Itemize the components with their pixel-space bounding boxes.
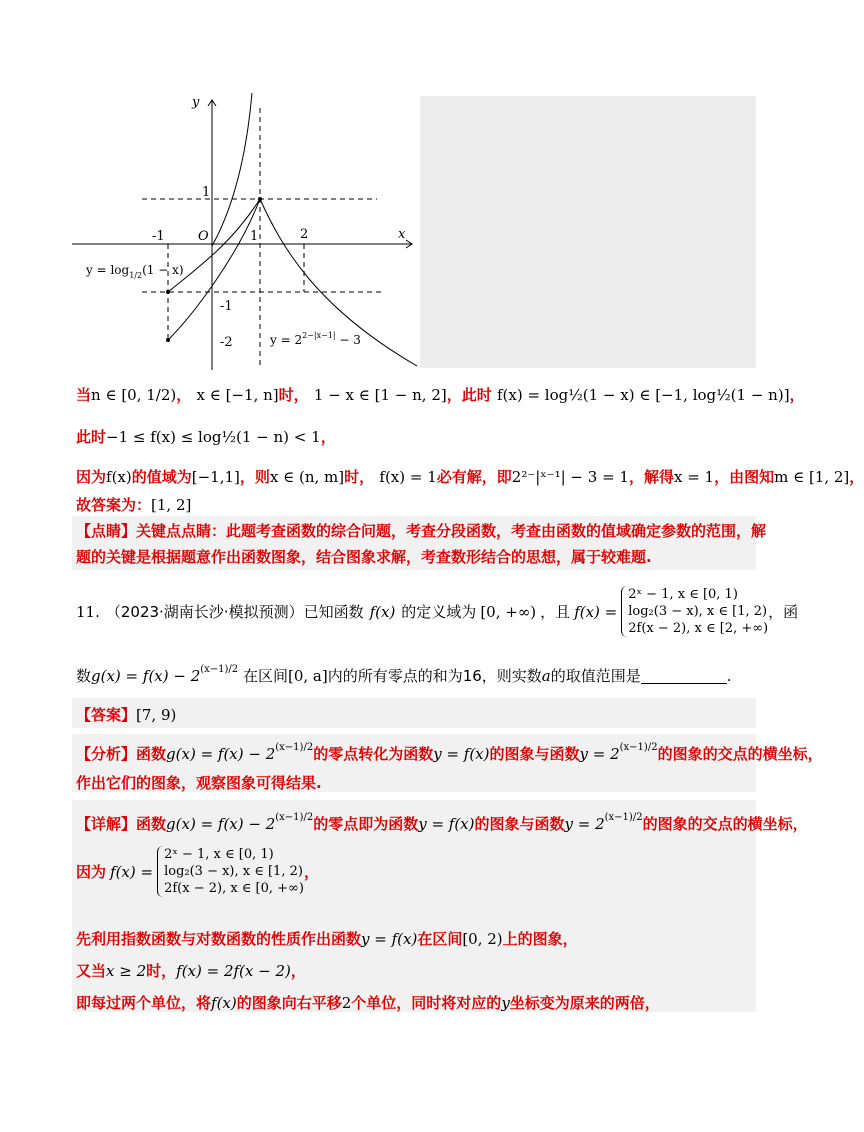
point-left-upper (166, 290, 170, 294)
answer-tag: 【答案】 (76, 706, 137, 724)
solution-line-3: 因为f(x)的值域为[−1,1]，则x ∈ (n, m]时， f(x) = 1必有解，即2²⁻|ˣ⁻¹| − 3 = 1，解得x = 1，由图知m ∈ [1, 2]， (76, 468, 864, 486)
tick-y-neg2: -2 (220, 335, 233, 350)
tick-x-1: 1 (250, 229, 259, 244)
exp-curve-left (168, 199, 260, 292)
analysis-tag: 【分析】 (76, 745, 137, 763)
answer-blank (641, 669, 727, 684)
exp-curve-label: $y = 2^{2-|x-1|} - 3$ (270, 331, 361, 347)
answer-line (76, 704, 176, 725)
origin-label: O (198, 229, 209, 244)
question-11-line-1: 11. （2023·湖南长沙·模拟预测）已知函数 f(x) 的定义域为 [0, +∞) ，且 f(x) = 2ˣ − 1, x ∈ [0, 1) log₂(3 − x), x ∈ [1, 2) 2f(x − 2), x ∈ [2, +∞) ，函 (76, 587, 799, 636)
tick-y-1: 1 (202, 185, 211, 200)
detail-piecewise-definition: 2ˣ − 1, x ∈ [0, 1) log₂(3 − x), x ∈ [1, 2) 2f(x − 2), x ∈ [0, +∞) (157, 846, 304, 897)
solution-line-2: 此时−1 ≤ f(x) ≤ log½(1 − n) < 1， (76, 428, 336, 446)
dianjing-line-2: 题的关键是根据题意作出函数图象，结合图象求解，考查数形结合的思想，属于较难题. (76, 548, 652, 566)
function-graph (72, 88, 422, 373)
piecewise-definition: 2ˣ − 1, x ∈ [0, 1) log₂(3 − x), x ∈ [1, 2) 2f(x − 2), x ∈ [2, +∞) (621, 586, 768, 637)
tick-y-neg1: -1 (220, 299, 233, 314)
dianjing-tag: 【点睛】 (76, 522, 137, 540)
solution-line-1: 当n ∈ [0, 1/2)， x ∈ [−1, n]时， 1 − x ∈ [1 − n, 2]，此时 f(x) = log½(1 − x) ∈ [−1, log½(1 − n)]， (76, 386, 805, 404)
question-11-line-2: 数$g(x) = f(x) - 2^{(x-1)/2}$ 在区间[0, a]内的所有零点的和为16，则实数a的取值范围是 . (76, 664, 732, 685)
answer-value: [7, 9) (136, 706, 177, 724)
solution-line-4: 故答案为：[1, 2] (76, 496, 192, 514)
detail-line-2: 因为 f(x) = 2ˣ − 1, x ∈ [0, 1) log₂(3 − x), x ∈ [1, 2) 2f(x − 2), x ∈ [0, +∞) ， (76, 847, 319, 896)
point-peak (258, 197, 262, 201)
tick-x-2: 2 (300, 227, 309, 242)
dianjing-line-1: 【点睛】关键点点睛：此题考查函数的综合问题，考查分段函数，考查由函数的值域确定参数的范围，解 (76, 522, 767, 540)
tick-x-neg1: -1 (152, 229, 165, 244)
point-left-lower (166, 338, 170, 342)
detail-tag: 【详解】 (76, 815, 137, 833)
y-axis-label: y (192, 95, 200, 110)
analysis-line-1: 【分析】函数$g(x) = f(x) - 2^{(x-1)/2}$的零点转化为函数y = f(x)的图象与函数$y = 2^{(x-1)/2}$的图象的交点的横坐标， (76, 742, 823, 763)
question-number: 11. (76, 602, 100, 621)
detail-line-1: 【详解】函数$g(x) = f(x) - 2^{(x-1)/2}$的零点即为函数y = f(x)的图象与函数$y = 2^{(x-1)/2}$的图象的交点的横坐标， (76, 812, 808, 833)
figure-background-panel (420, 96, 756, 368)
detail-line-5: 即每过两个单位，将f(x)的图象向右平移2个单位，同时将对应的y坐标变为原来的两倍， (76, 994, 660, 1012)
analysis-line-2: 作出它们的图象，观察图象可得结果. (76, 774, 322, 792)
detail-line-4: 又当x ≥ 2时，f(x) = 2f(x − 2)， (76, 962, 306, 980)
detail-line-3: 先利用指数函数与对数函数的性质作出函数y = f(x)在区间[0, 2)上的图象， (76, 930, 578, 948)
log-curve-label: $y = \log_{1/2}(1 - x)$ (86, 263, 184, 280)
log-curve-upper (212, 93, 252, 246)
x-axis-label: x (398, 227, 406, 242)
